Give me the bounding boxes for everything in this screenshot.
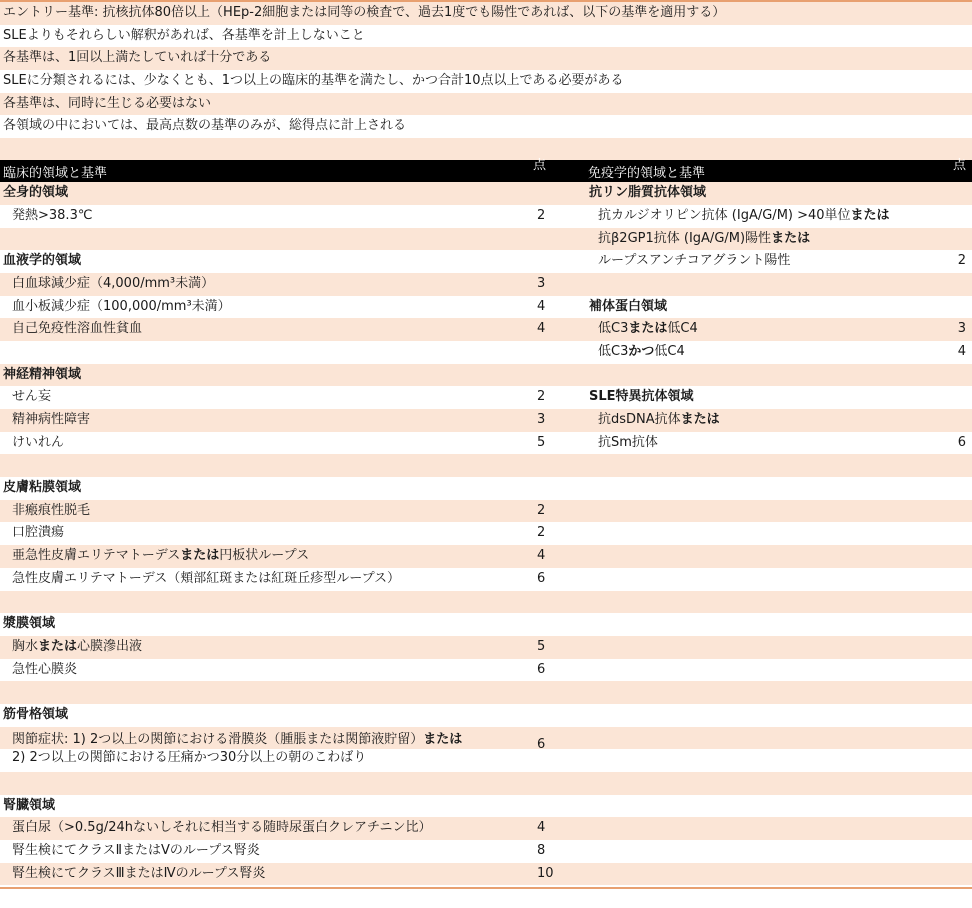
- criterion-anti-sm: [586, 432, 972, 455]
- domain-sle-specific-antibodies: SLE特異抗体領域: [589, 389, 694, 405]
- domain-antiphospholipid: 抗リン脂質抗体領域: [589, 185, 707, 201]
- criterion-points: 4: [957, 343, 966, 359]
- criterion-line-1: [12, 731, 586, 749]
- criterion-low-c3-or-c4: [586, 318, 972, 341]
- criterion-pericarditis: [0, 659, 586, 682]
- criterion-points: 2: [537, 502, 546, 518]
- clinical-column: [0, 182, 586, 885]
- criterion-points: 4: [537, 298, 546, 314]
- domain-serosal: 漿膜領域: [3, 616, 56, 632]
- criterion-line-2: 2) 2つ以上の関節における圧痛かつ30分以上の朝のこわばり: [12, 749, 367, 765]
- criterion-label: 抗カルジオリピン抗体 (IgA/G/M) >40単位: [598, 207, 851, 223]
- criterion-label: 急性皮膚エリテマトーデス（頬部紅斑または紅斑丘疹型ループス）: [12, 570, 401, 586]
- criterion-points: 2: [537, 207, 546, 223]
- intro-entry-criterion: エントリー基準: 抗核抗体80倍以上（HEp-2細胞または同等の検査で、過去1度でも陽性であれば、以下の基準を適用する）: [0, 2, 972, 25]
- criterion-points: 8: [537, 843, 546, 859]
- criterion-label: 自己免疫性溶血性貧血: [12, 321, 143, 337]
- blank-row: [0, 228, 586, 251]
- criterion-label: 抗dsDNA抗体: [598, 412, 681, 427]
- conjunction-or: または: [423, 731, 463, 747]
- conjunction-or: または: [628, 321, 668, 337]
- table-header: [0, 157, 972, 182]
- criterion-label: ループスアンチコアグラント陽性: [598, 253, 791, 269]
- criterion-label: 白血球減少症（4,000/mm³未満）: [12, 275, 215, 291]
- domain-musculoskeletal: 筋骨格領域: [3, 706, 69, 722]
- criterion-class-3-4: [0, 863, 586, 886]
- criterion-points: 4: [537, 820, 546, 836]
- blank-row: [0, 772, 586, 795]
- immunologic-points-header: 点: [952, 157, 966, 173]
- conjunction-or: または: [850, 207, 890, 223]
- criterion-label: 抗β2GP1抗体 (IgA/G/M)陽性: [598, 230, 772, 246]
- criterion-label: 低C3: [598, 321, 629, 337]
- criterion-label: 発熱>38.3℃: [12, 207, 93, 223]
- domain-renal: 腎臓領域: [3, 797, 56, 813]
- conjunction-or: または: [180, 548, 220, 564]
- criterion-alopecia: [0, 500, 586, 523]
- criterion-scle-discoid: [0, 545, 586, 568]
- blank-row: [586, 273, 972, 296]
- criterion-label: 関節症状: 1) 2つ以上の関節における滑膜炎（腫脹または関節液貯留）: [12, 731, 424, 747]
- criterion-label: 低C4: [654, 343, 685, 359]
- criterion-label: 腎生検にてクラスⅡまたはⅤのループス腎炎: [12, 843, 260, 859]
- criterion-points: 3: [537, 275, 546, 291]
- criterion-label: 円板状ループス: [219, 548, 310, 564]
- immunologic-column: [586, 182, 972, 454]
- domain-mucocutaneous: 皮膚粘膜領域: [3, 480, 82, 496]
- conjunction-or: または: [38, 638, 78, 654]
- criterion-lupus-anticoagulant: [586, 250, 972, 273]
- criterion-anti-dsdna: [586, 409, 972, 432]
- criterion-points: 3: [957, 321, 966, 337]
- blank-row: [0, 681, 586, 704]
- criterion-points: 6: [537, 570, 546, 586]
- criterion-label: せん妄: [12, 389, 52, 405]
- criterion-label: 低C3: [598, 343, 629, 359]
- criterion-points: 10: [537, 865, 554, 881]
- criterion-leukopenia: [0, 273, 586, 296]
- blank-row: [0, 454, 586, 477]
- criterion-points: 3: [537, 412, 546, 427]
- criterion-label: 心膜滲出液: [77, 638, 143, 654]
- criterion-seizure: [0, 432, 586, 455]
- domain-constitutional: 全身的領域: [3, 185, 69, 201]
- clinical-points-header: 点: [533, 157, 547, 173]
- domain-complement: 補体蛋白領域: [589, 298, 668, 314]
- criterion-points: 6: [537, 661, 546, 677]
- conjunction-or: または: [771, 230, 811, 246]
- criterion-points: 5: [537, 638, 546, 654]
- conjunction-or: または: [680, 412, 720, 427]
- intro-note-2: 各基準は、1回以上満たしていれば十分である: [0, 47, 972, 70]
- criterion-points: 4: [537, 321, 546, 337]
- immunologic-header: [586, 157, 972, 181]
- intro-note-5: 各領域の中においては、最高点数の基準のみが、総得点に計上される: [3, 118, 407, 134]
- intro-note-4: 各基準は、同時に生じる必要はない: [0, 93, 972, 116]
- table-body: [0, 182, 972, 908]
- criterion-label: 低C4: [667, 321, 698, 337]
- domain-neuropsychiatric: 神経精神領域: [3, 366, 82, 382]
- criterion-label: 血小板減少症（100,000/mm³未満）: [12, 298, 231, 314]
- intro-note-1: SLEよりもそれらしい解釈があれば、各基準を計上しないこと: [3, 27, 365, 43]
- blank-row: [586, 364, 972, 387]
- domain-hematologic: 血液学的領域: [3, 253, 82, 269]
- blank-row: [0, 341, 586, 364]
- criterion-anti-b2gp1: [586, 228, 972, 251]
- criterion-label: 非瘢痕性脱毛: [12, 502, 91, 518]
- criterion-points: 5: [537, 434, 546, 450]
- criterion-proteinuria: [0, 817, 586, 840]
- clinical-header-label: 臨床的領域と基準: [3, 165, 108, 181]
- criterion-label: 精神病性障害: [12, 412, 91, 427]
- criterion-delirium: [0, 386, 586, 409]
- criterion-label: 急性心膜炎: [12, 661, 78, 677]
- immunologic-header-label: 免疫学的領域と基準: [588, 165, 706, 181]
- criterion-effusion: [0, 636, 586, 659]
- conjunction-and: かつ: [628, 343, 655, 359]
- criterion-label: 口腔潰瘍: [12, 525, 65, 541]
- criterion-joint-involvement: [0, 727, 586, 772]
- criterion-label: 亜急性皮膚エリテマトーデス: [12, 548, 181, 564]
- criterion-points: 2: [537, 389, 546, 405]
- criterion-label: 腎生検にてクラスⅢまたはⅣのループス腎炎: [12, 865, 266, 881]
- criterion-points: 6: [957, 434, 966, 450]
- criterion-psychosis: [0, 409, 586, 432]
- criterion-label: 胸水: [12, 638, 39, 654]
- spacer-row: [0, 138, 972, 160]
- criterion-points: 4: [537, 548, 546, 564]
- criterion-label: 蛋白尿（>0.5g/24hないしそれに相当する随時尿蛋白クレアチニン比）: [12, 820, 432, 836]
- criterion-class-2-5: [0, 840, 586, 863]
- criterion-acle: [0, 568, 586, 591]
- blank-row: [0, 591, 586, 614]
- criterion-anticardiolipin: [586, 205, 972, 228]
- criterion-label: けいれん: [12, 434, 65, 450]
- clinical-header: [0, 157, 586, 181]
- criterion-thrombocytopenia: [0, 296, 586, 319]
- criterion-points: 6: [537, 736, 546, 752]
- criterion-fever: [0, 205, 586, 228]
- intro-note-3: SLEに分類されるには、少なくとも、1つ以上の臨床的基準を満たし、かつ合計10点以上である必要がある: [3, 73, 624, 89]
- criterion-low-c3-and-c4: [586, 341, 972, 364]
- bottom-rule: [0, 887, 972, 889]
- criterion-oral-ulcers: [0, 522, 586, 545]
- criterion-points: 2: [957, 253, 966, 269]
- criterion-points: 2: [537, 525, 546, 541]
- criterion-label: 抗Sm抗体: [598, 434, 658, 450]
- criterion-hemolysis: [0, 318, 586, 341]
